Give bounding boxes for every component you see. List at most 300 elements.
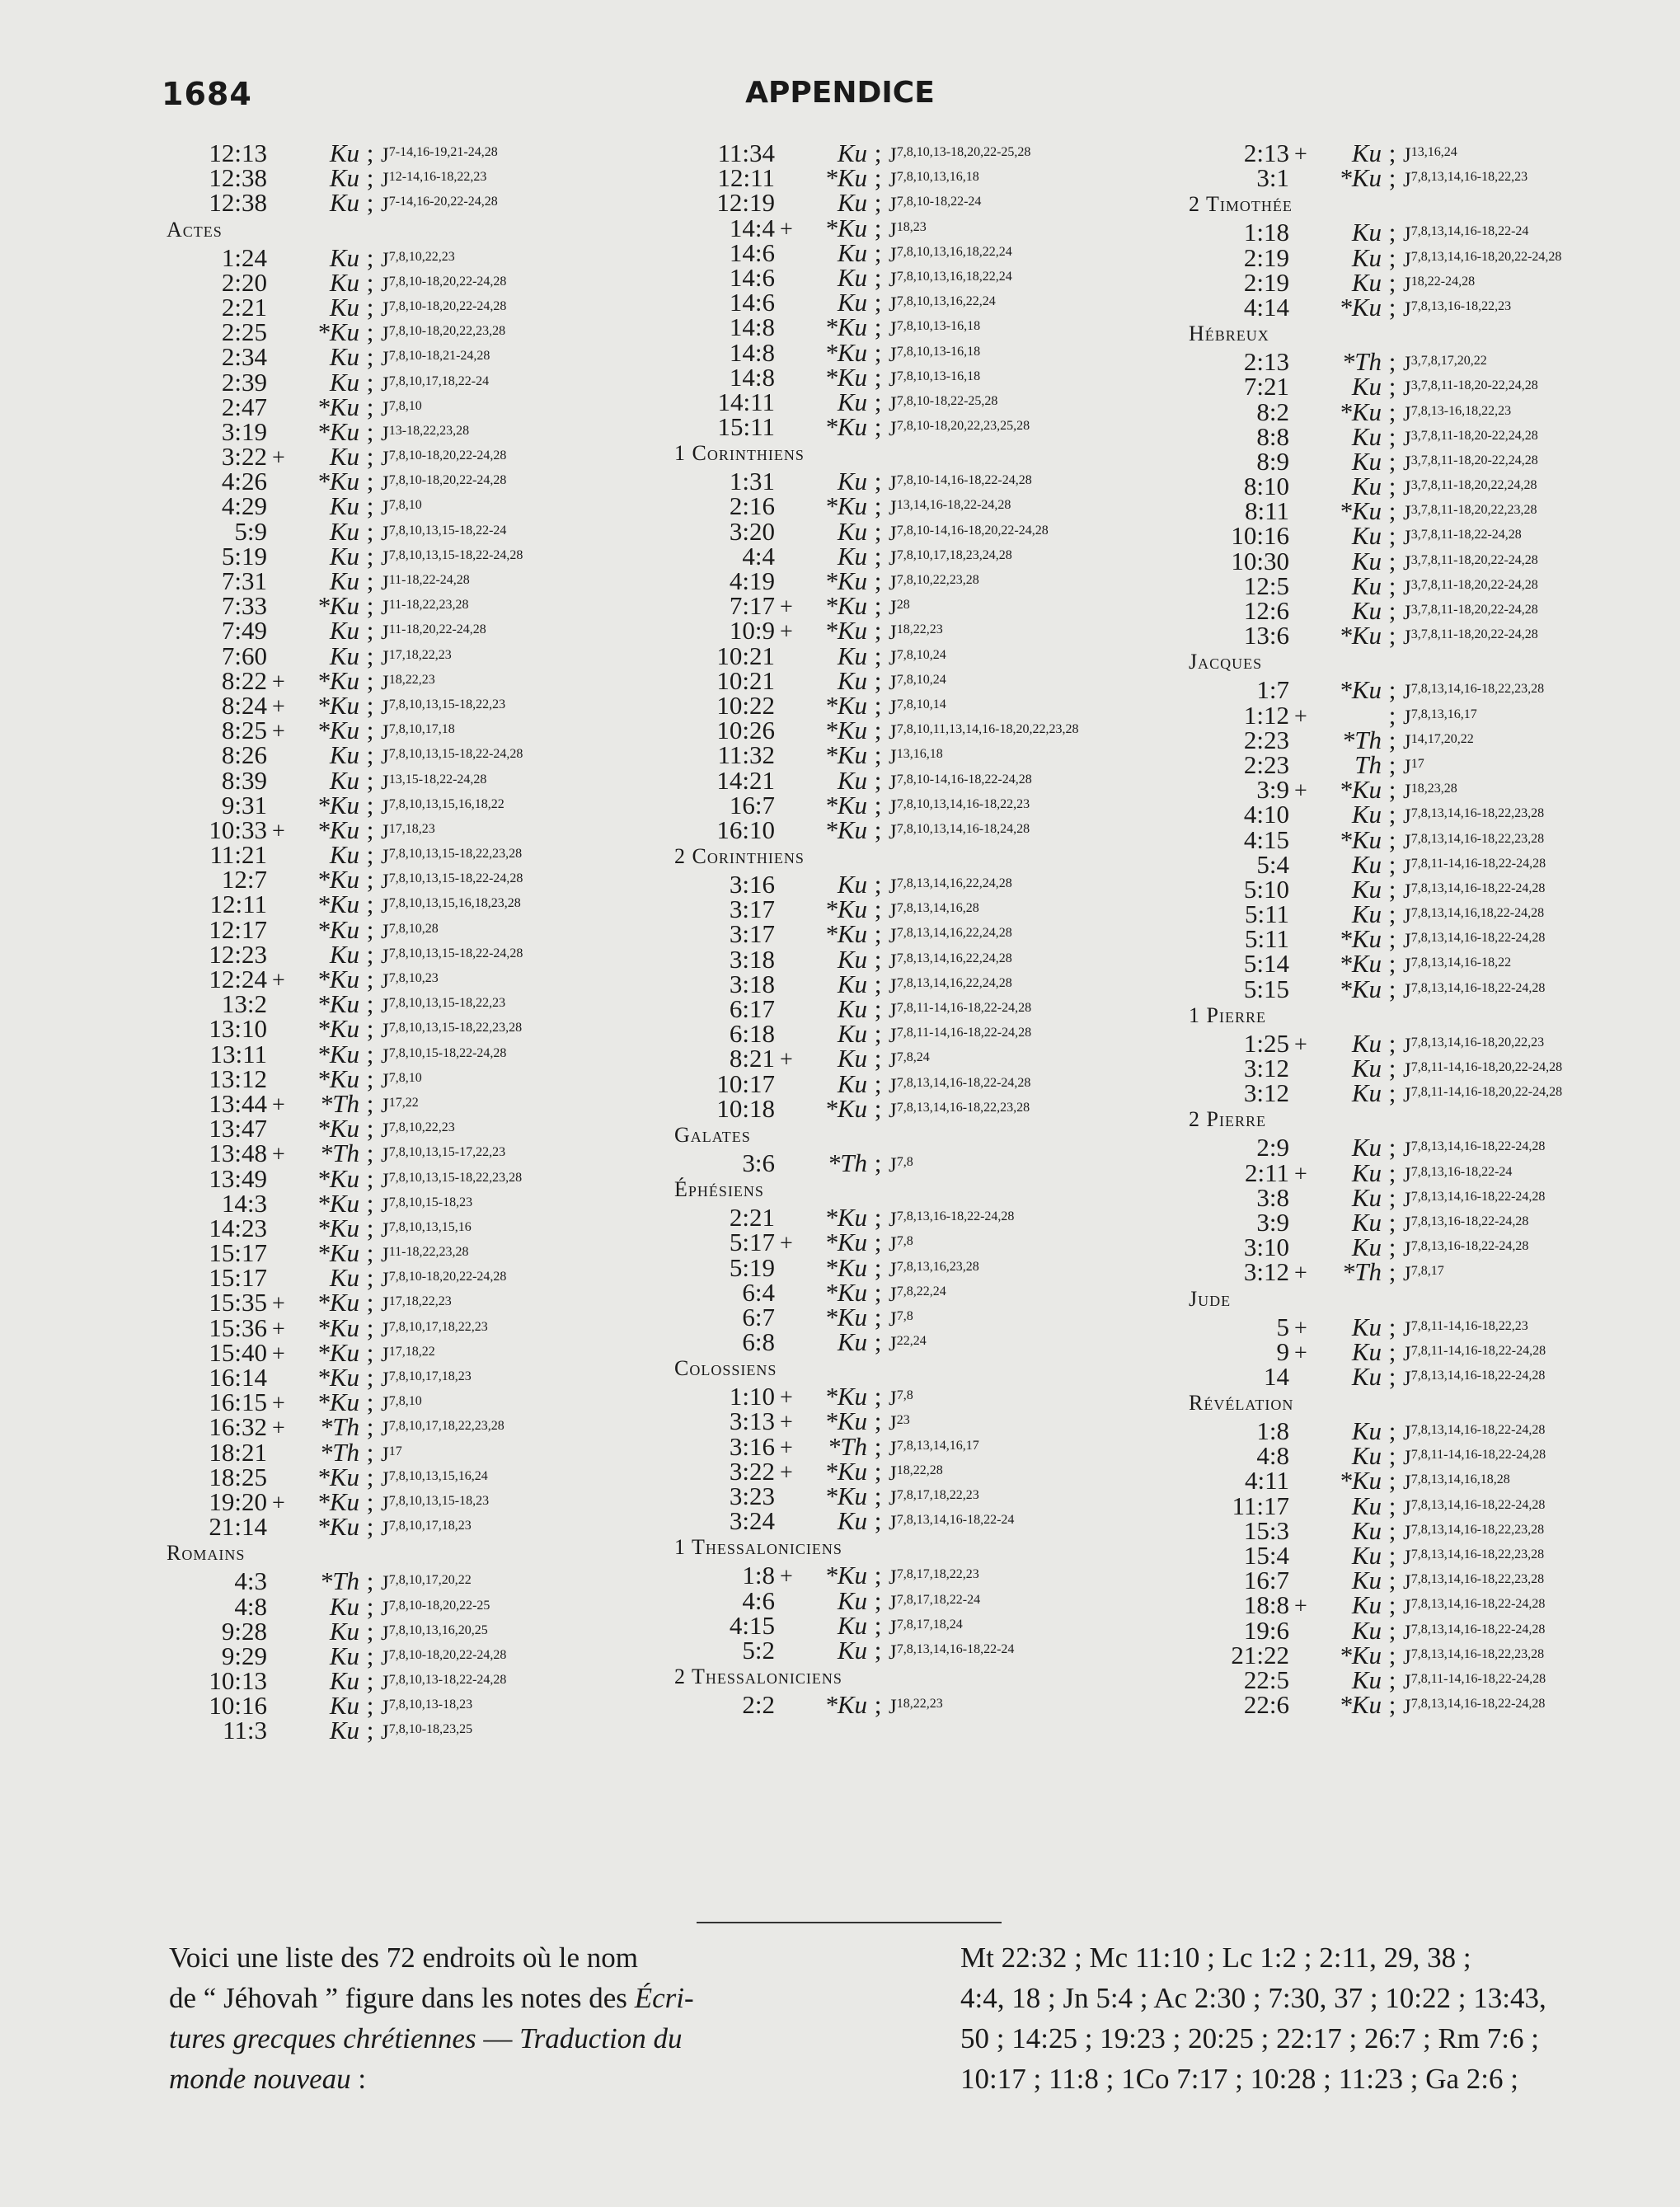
verse-ref: 7:17 xyxy=(729,591,775,621)
j-reference xyxy=(381,1041,506,1069)
j-letter: J xyxy=(381,248,389,271)
j-sources: 7,8,11-14,16-18,22-24,28 xyxy=(1410,1671,1546,1686)
source-code: Ku xyxy=(1351,1665,1382,1694)
reference-row xyxy=(1180,472,1562,501)
reference-row xyxy=(1180,727,1562,752)
separator: ; xyxy=(874,690,882,720)
j-reference xyxy=(889,568,979,596)
separator: ; xyxy=(366,1139,374,1168)
reference-row xyxy=(666,1585,1078,1615)
separator: ; xyxy=(366,914,374,944)
reference-row xyxy=(1180,347,1562,377)
separator: ; xyxy=(366,1412,374,1442)
source-code: *Ku xyxy=(1339,292,1382,322)
source-code: Ku xyxy=(329,1716,359,1745)
reference-row xyxy=(666,467,1078,496)
plus-marker: + xyxy=(780,1410,793,1436)
j-letter: J xyxy=(1403,1646,1411,1669)
reference-row xyxy=(158,690,523,720)
separator: ; xyxy=(1388,700,1396,730)
j-letter: J xyxy=(889,218,897,242)
reference-row xyxy=(158,1388,523,1417)
source-code: *Ku xyxy=(824,895,867,924)
separator: ; xyxy=(366,516,374,546)
j-reference xyxy=(381,1489,489,1517)
plus-marker: + xyxy=(272,1316,285,1342)
j-reference xyxy=(1403,1209,1528,1237)
reference-row xyxy=(1180,140,1562,165)
j-reference xyxy=(1403,1080,1562,1108)
separator: ; xyxy=(1388,1690,1396,1720)
j-letter: J xyxy=(381,323,389,346)
j-reference xyxy=(1403,702,1477,730)
verse-ref: 2:11 xyxy=(1245,1158,1289,1187)
j-sources: 3,7,8,11-18,20-22,24,28 xyxy=(1410,378,1538,393)
j-reference xyxy=(889,414,1030,442)
j-letter: J xyxy=(1403,576,1411,599)
j-reference xyxy=(381,617,486,646)
verse-ref: 12:17 xyxy=(209,914,267,944)
j-reference xyxy=(1403,1592,1545,1620)
reference-row xyxy=(158,740,523,770)
plus-marker: + xyxy=(780,594,793,621)
separator: ; xyxy=(1388,874,1396,904)
j-sources: 7,8,13,16-18,22-24,28 xyxy=(896,1209,1015,1224)
reference-row xyxy=(666,1044,1078,1073)
separator: ; xyxy=(366,641,374,670)
separator: ; xyxy=(366,740,374,770)
verse-ref: 10:16 xyxy=(209,1691,267,1721)
j-sources: 7,8,10,13,15-18,23 xyxy=(388,1493,490,1508)
separator: ; xyxy=(874,1406,882,1436)
reference-row xyxy=(158,1163,523,1193)
j-sources: 18,22-24,28 xyxy=(1410,274,1476,289)
separator: ; xyxy=(874,188,882,218)
source-code: *Ku xyxy=(824,362,867,392)
verse-ref: 15:17 xyxy=(209,1263,267,1293)
verse-ref: 4:4 xyxy=(742,541,775,571)
reference-row xyxy=(1180,874,1562,904)
source-code: *Th xyxy=(1341,347,1382,377)
verse-ref: 6:18 xyxy=(729,1019,775,1049)
verse-ref: 3:6 xyxy=(742,1148,775,1177)
j-sources: 7,8,10,13,15-18,22,23,28 xyxy=(388,1021,523,1035)
book-section xyxy=(1180,1001,1562,1106)
source-code: Ku xyxy=(329,939,359,969)
verse-ref: 3:17 xyxy=(729,895,775,924)
j-reference xyxy=(381,643,452,671)
separator: ; xyxy=(874,1019,882,1049)
source-code: *Ku xyxy=(1339,974,1382,1003)
j-reference xyxy=(1403,677,1544,705)
j-reference xyxy=(1403,219,1528,247)
reference-column-3 xyxy=(1180,139,1563,1720)
verse-ref: 2:16 xyxy=(729,491,775,521)
book-heading: 1 Thessaloniciens xyxy=(674,1535,842,1560)
verse-ref: 5:9 xyxy=(234,516,267,546)
reference-row xyxy=(158,865,523,895)
j-reference xyxy=(889,1613,963,1641)
j-letter: J xyxy=(1403,905,1411,928)
source-code: Ku xyxy=(329,765,359,795)
verse-ref: 2:19 xyxy=(1243,267,1289,297)
separator: ; xyxy=(1388,1133,1396,1162)
j-letter: J xyxy=(1403,1670,1411,1693)
j-reference xyxy=(889,1045,930,1073)
reference-row xyxy=(1180,1416,1562,1446)
reference-row xyxy=(666,163,1078,193)
separator: ; xyxy=(874,790,882,819)
j-sources: 14,17,20,22 xyxy=(1410,731,1474,746)
j-sources: 7,8,13,14,16-18,22-24 xyxy=(896,1513,1015,1528)
j-letter: J xyxy=(381,1244,389,1267)
verse-ref: 5:15 xyxy=(1243,974,1289,1003)
reference-row xyxy=(666,1506,1078,1536)
verse-ref: 4:26 xyxy=(221,467,267,496)
source-code: Ku xyxy=(329,1591,359,1621)
j-reference xyxy=(889,1071,1030,1099)
j-sources: 7,8,10-18,23,25 xyxy=(388,1722,473,1737)
source-code: *Ku xyxy=(824,716,867,745)
page-title: APPENDICE xyxy=(745,76,935,110)
reference-row xyxy=(666,716,1079,745)
verse-ref: 12:6 xyxy=(1243,596,1289,625)
j-reference xyxy=(1403,827,1544,855)
j-letter: J xyxy=(1403,1059,1411,1082)
separator: ; xyxy=(874,815,882,844)
j-sources: 7,8,13,14,16-18,22,23,28 xyxy=(896,1100,1030,1115)
verse-ref: 16:7 xyxy=(1243,1566,1289,1595)
j-reference xyxy=(381,966,439,994)
book-heading: 2 Timothée xyxy=(1189,192,1293,217)
source-code: Ku xyxy=(1351,800,1382,829)
source-code: Ku xyxy=(329,491,359,521)
j-reference xyxy=(889,717,1078,745)
j-reference xyxy=(1403,548,1538,576)
verse-ref: 1:12 xyxy=(1243,700,1289,730)
source-code: Ku xyxy=(1351,1312,1382,1341)
j-letter: J xyxy=(381,721,389,744)
verse-ref: 4:15 xyxy=(1243,824,1289,854)
j-reference xyxy=(1403,752,1424,780)
j-reference xyxy=(381,1464,488,1492)
j-letter: J xyxy=(889,1025,897,1048)
source-code: *Ku xyxy=(1339,1640,1382,1669)
verse-ref: 5:4 xyxy=(1256,849,1289,879)
j-reference xyxy=(381,842,522,870)
source-code: Ku xyxy=(837,765,867,795)
separator: ; xyxy=(1388,496,1396,526)
book-section xyxy=(1180,319,1562,650)
j-letter: J xyxy=(889,597,897,620)
j-reference xyxy=(381,1594,490,1622)
source-code: Ku xyxy=(1351,1207,1382,1237)
plus-marker: + xyxy=(1294,1594,1307,1620)
j-sources: 18,22,23 xyxy=(896,1697,943,1712)
j-sources: 7,8,11-14,16-18,22,23 xyxy=(1410,1318,1528,1333)
book-section xyxy=(666,1175,1078,1357)
j-sources: 7,8,13,14,16,18,28 xyxy=(1410,1472,1510,1487)
j-sources: 7,8,22,24 xyxy=(896,1284,946,1298)
j-letter: J xyxy=(889,925,897,948)
j-sources: 7,8,11-14,16-18,20,22-24,28 xyxy=(1410,1085,1563,1100)
j-reference xyxy=(889,1692,943,1720)
j-letter: J xyxy=(1403,1521,1411,1544)
j-letter: J xyxy=(381,169,389,192)
source-code: *Ku xyxy=(317,317,359,347)
source-code: *Ku xyxy=(317,865,359,895)
j-sources: 7,8,13,14,16-18,22-24 xyxy=(896,1641,1015,1656)
source-code: *Ku xyxy=(1339,496,1382,526)
reference-row xyxy=(158,1337,523,1367)
j-sources: 17 xyxy=(388,1444,402,1458)
j-sources: 13,16,18 xyxy=(896,747,943,762)
reference-row xyxy=(1180,1028,1562,1058)
source-code: Ku xyxy=(1351,899,1382,929)
source-code: Ku xyxy=(329,1691,359,1721)
j-letter: J xyxy=(381,846,389,869)
j-letter: J xyxy=(889,646,897,669)
source-code: *Ku xyxy=(317,690,359,720)
separator: ; xyxy=(1388,621,1396,650)
separator: ; xyxy=(1388,1640,1396,1669)
verse-ref: 11:34 xyxy=(717,139,775,167)
source-code: Ku xyxy=(837,969,867,998)
verse-ref: 3:13 xyxy=(729,1406,775,1436)
j-sources: 7,8,13,14,16-18,20,22,23 xyxy=(1410,1035,1545,1049)
j-reference xyxy=(1403,801,1544,829)
source-code: *Th xyxy=(827,1148,867,1177)
reference-row xyxy=(666,491,1078,521)
reference-row xyxy=(1180,1441,1562,1471)
verse-ref: 8:9 xyxy=(1256,446,1289,476)
j-letter: J xyxy=(1403,955,1411,978)
j-sources: 3,7,8,11-18,20-22,24,28 xyxy=(1410,428,1538,443)
j-reference xyxy=(381,1514,472,1542)
j-letter: J xyxy=(381,1120,389,1143)
verse-ref: 8:10 xyxy=(1243,472,1289,501)
j-reference xyxy=(381,270,506,298)
j-sources: 3,7,8,11-18,20,22-24,28 xyxy=(1410,552,1538,567)
j-sources: 7,8,24 xyxy=(896,1050,930,1065)
reference-row xyxy=(666,337,1078,367)
separator: ; xyxy=(1388,749,1396,779)
j-letter: J xyxy=(889,1049,897,1073)
source-code: Ku xyxy=(1351,218,1382,247)
j-reference xyxy=(889,921,1012,949)
reference-row xyxy=(666,237,1078,267)
j-reference xyxy=(889,240,1012,268)
j-letter: J xyxy=(889,671,897,694)
reference-row xyxy=(1180,849,1562,879)
j-sources: 7,8,10,13,15-18,22-24,28 xyxy=(388,547,523,562)
verse-ref: 9:28 xyxy=(221,1616,267,1646)
source-code: Ku xyxy=(837,139,867,167)
separator: ; xyxy=(1388,849,1396,879)
separator: ; xyxy=(1388,800,1396,829)
source-code: *Th xyxy=(319,1088,359,1118)
j-reference xyxy=(1403,1364,1545,1392)
j-letter: J xyxy=(381,1697,389,1720)
j-letter: J xyxy=(381,1443,389,1466)
source-code: *Th xyxy=(319,1139,359,1168)
source-code: *Ku xyxy=(1339,949,1382,979)
source-code: *Ku xyxy=(317,1039,359,1068)
plus-marker: + xyxy=(272,1416,285,1442)
j-sources: 7,8,11-14,16-18,22-24,28 xyxy=(896,1001,1032,1015)
j-sources: 7,8 xyxy=(896,1388,913,1403)
separator: ; xyxy=(366,1437,374,1467)
j-letter: J xyxy=(381,820,389,843)
separator-rule xyxy=(697,1922,1002,1923)
reference-row xyxy=(666,870,1078,899)
separator: ; xyxy=(874,1327,882,1357)
j-reference xyxy=(381,1389,422,1417)
source-code: *Ku xyxy=(317,1238,359,1268)
j-reference xyxy=(381,319,505,347)
j-sources: 7,8,17,18,22,23 xyxy=(896,1567,979,1582)
reference-row xyxy=(158,394,523,419)
j-letter: J xyxy=(1403,1317,1411,1341)
j-reference xyxy=(381,866,523,895)
verse-ref: 11:3 xyxy=(223,1716,267,1745)
reference-row xyxy=(158,616,523,646)
j-reference xyxy=(381,941,523,970)
j-reference xyxy=(1403,424,1538,452)
reference-row xyxy=(1180,372,1562,401)
separator: ; xyxy=(1388,1336,1396,1366)
verse-ref: 4:11 xyxy=(1245,1466,1289,1496)
verse-ref: 13:12 xyxy=(209,1064,267,1093)
source-code: Ku xyxy=(329,367,359,397)
reference-row xyxy=(666,616,1078,646)
verse-ref: 1:7 xyxy=(1256,675,1289,705)
separator: ; xyxy=(366,1288,374,1317)
j-sources: 7,8,13,14,16-18,22-24,28 xyxy=(1410,1139,1546,1154)
separator: ; xyxy=(1388,1441,1396,1471)
j-sources: 17,18,22 xyxy=(388,1344,435,1359)
j-letter: J xyxy=(889,1258,897,1281)
separator: ; xyxy=(1388,1590,1396,1620)
j-sources: 7,8,13,14,16-18,22,23,28 xyxy=(1410,1646,1545,1661)
plus-marker: + xyxy=(272,1391,285,1417)
j-reference xyxy=(381,543,523,571)
verse-ref: 2:39 xyxy=(221,367,267,397)
j-sources: 7,8,11-14,16-18,22-24,28 xyxy=(1410,856,1546,871)
j-reference xyxy=(381,1364,472,1392)
j-sources: 7,8,11-14,16-18,22-24,28 xyxy=(896,1026,1032,1040)
j-letter: J xyxy=(381,1194,389,1217)
separator: ; xyxy=(874,1044,882,1073)
verse-ref: 5:10 xyxy=(1243,874,1289,904)
reference-row xyxy=(1180,292,1562,322)
j-reference xyxy=(1403,876,1545,904)
verse-ref: 2:2 xyxy=(742,1690,775,1720)
plus-marker: + xyxy=(272,693,285,720)
reference-row xyxy=(158,1486,523,1516)
reference-row xyxy=(158,416,523,446)
verse-ref: 15:11 xyxy=(717,412,775,442)
j-letter: J xyxy=(1403,1447,1411,1470)
j-sources: 7-14,16-19,21-24,28 xyxy=(388,145,498,159)
plus-marker: + xyxy=(780,1047,793,1073)
verse-ref: 7:33 xyxy=(221,591,267,621)
verse-ref: 12:5 xyxy=(1243,571,1289,600)
separator: ; xyxy=(874,641,882,670)
j-reference xyxy=(1403,573,1538,601)
j-letter: J xyxy=(381,1492,389,1515)
source-code: *Ku xyxy=(1339,1466,1382,1496)
j-letter: J xyxy=(889,1153,897,1176)
j-letter: J xyxy=(381,895,389,918)
separator: ; xyxy=(366,1462,374,1491)
verse-ref: 10:22 xyxy=(716,690,775,720)
verse-ref: 4:10 xyxy=(1243,800,1289,829)
separator: ; xyxy=(1388,421,1396,451)
reference-row xyxy=(666,1150,1078,1175)
plus-marker: + xyxy=(1294,1261,1307,1287)
verse-ref: 5:19 xyxy=(221,541,267,571)
separator: ; xyxy=(366,442,374,472)
reference-row xyxy=(666,919,1078,949)
j-sources: 7,8,10 xyxy=(388,498,422,513)
verse-ref: 3:12 xyxy=(1243,1078,1289,1108)
reference-row xyxy=(666,1277,1078,1307)
j-letter: J xyxy=(381,373,389,396)
separator: ; xyxy=(874,1252,882,1282)
j-letter: J xyxy=(889,746,897,769)
source-code: Ku xyxy=(837,1585,867,1615)
j-reference xyxy=(1403,1692,1545,1720)
source-code: *Ku xyxy=(824,337,867,367)
j-sources: 7,8,10,13,14,16-18,22,23 xyxy=(896,796,1030,811)
source-code: *Ku xyxy=(1339,775,1382,805)
separator: ; xyxy=(366,342,374,372)
verse-ref: 13:49 xyxy=(209,1163,267,1193)
j-reference xyxy=(381,917,439,945)
verse-ref: 3:12 xyxy=(1243,1054,1289,1082)
j-letter: J xyxy=(381,1518,389,1541)
separator: ; xyxy=(366,1064,374,1093)
source-code: Ku xyxy=(1351,571,1382,600)
j-sources: 12-14,16-18,22,23 xyxy=(388,170,487,185)
plus-marker: + xyxy=(780,1459,793,1486)
j-reference xyxy=(889,617,943,646)
separator: ; xyxy=(366,939,374,969)
j-reference xyxy=(1403,976,1545,1004)
verse-ref: 3:20 xyxy=(729,516,775,546)
j-sources: 7,8,13,14,16-18,22,23,28 xyxy=(1410,1522,1545,1537)
j-letter: J xyxy=(1403,273,1411,296)
source-code: Ku xyxy=(1351,1133,1382,1162)
separator: ; xyxy=(1388,1182,1396,1212)
j-sources: 7,8,13,14,16,17 xyxy=(896,1438,979,1453)
source-code: *Ku xyxy=(824,1456,867,1486)
reference-row xyxy=(158,367,523,397)
j-sources: 7,8,13,14,16-18,22-24,28 xyxy=(1410,1597,1546,1612)
reference-row xyxy=(1180,421,1562,451)
j-letter: J xyxy=(1403,169,1411,192)
j-letter: J xyxy=(889,1308,897,1331)
verse-ref: 9:31 xyxy=(221,790,267,819)
separator: ; xyxy=(874,1506,882,1536)
j-sources: 7,8,13,14,16-18,22-24,28 xyxy=(1410,1368,1546,1383)
j-reference xyxy=(381,1439,402,1467)
source-code: Ku xyxy=(1351,446,1382,476)
j-letter: J xyxy=(381,1094,389,1117)
separator: ; xyxy=(1388,546,1396,575)
separator: ; xyxy=(1388,1566,1396,1595)
